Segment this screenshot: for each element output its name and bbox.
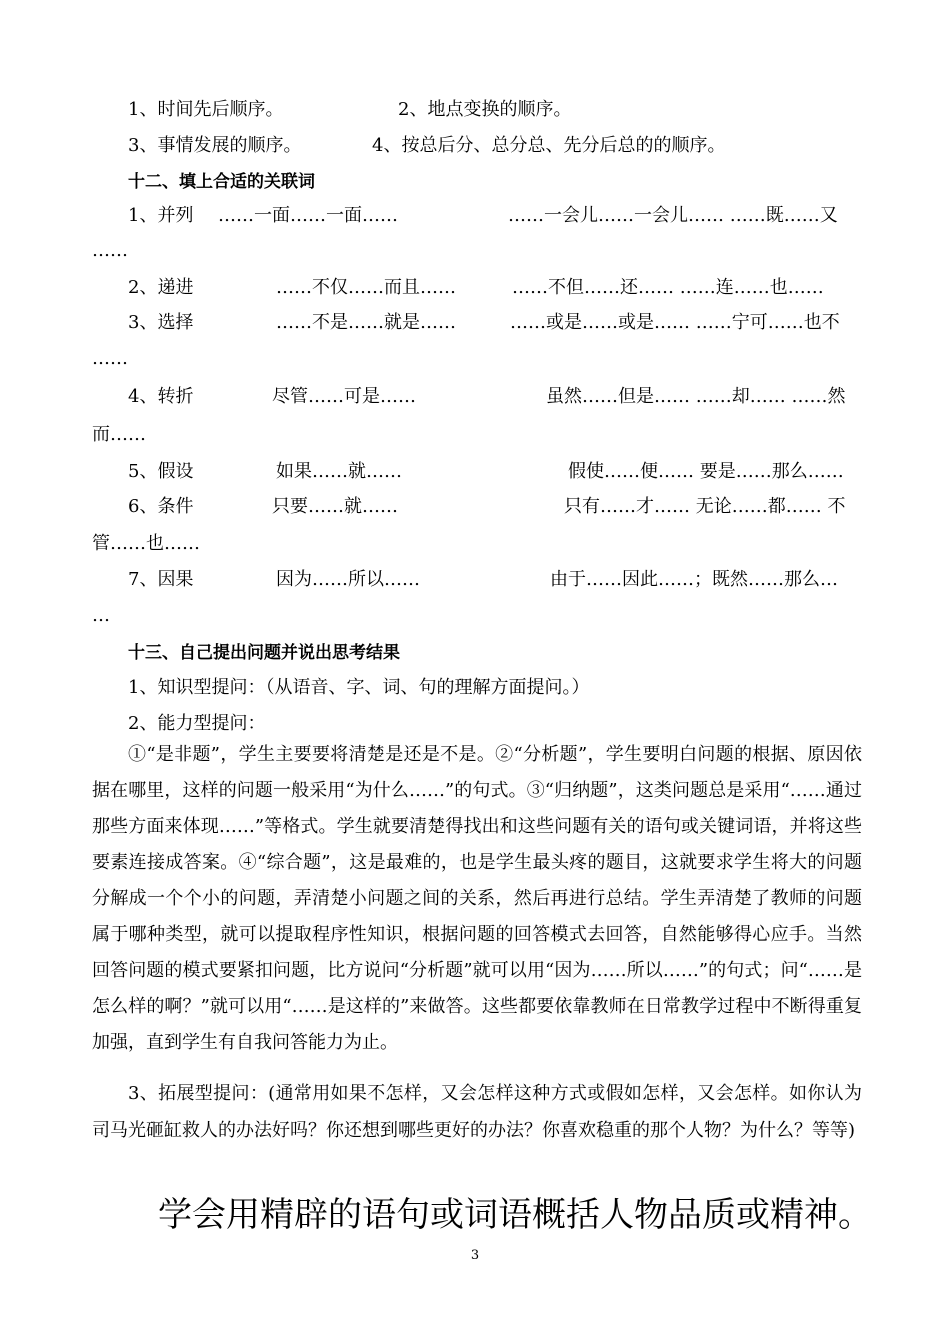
conj-cont-4: 而……	[92, 424, 146, 445]
ability-paragraph: ①“是非题”，学生主要要将清楚是还是不是。②“分析题”，学生要明白问题的根据、原因依据在哪里，这样的问题一般采用“为什么……”的句式。③“归纳题”，这类问题总是采用“……通过那些方面来体现……”等格式。学生就要清楚得找出和这些问题有关的语句或关键词语，并将这些要素连接成答案。④“综合题”，这是最难的，也是学生最头疼的题目，这就要求学生将大的问题分解成一个个小的问题，弄清楚小问题之间的关系，然后再进行总结。学生弄清楚了教师的问题属于哪种类型，就可以提取程序性知识，根据问题的回答模式去回答，自然能够得心应手。当然回答问题的模式要紧扣问题，比方说问“分析题”就可以用“因为……所以……”的句式；问“……是怎么样的啊？”就可以用“……是这样的”来做答。这些都要依靠教师在日常教学过程中不断得重复加强，直到学生有自我问答能力为止。	[92, 744, 862, 1053]
extension-paragraph: 3、拓展型提问：(通常用如果不怎样，又会怎样这种方式或假如怎样，又会怎样。如你认为司马光砸缸救人的办法好吗？你还想到哪些更好的办法？你喜欢稳重的那个人物？为什么？等等)	[92, 1083, 862, 1141]
conj-label-3: 3、选择	[128, 312, 194, 333]
conj-cont-6: 管……也……	[92, 533, 200, 554]
conj-label-4: 4、转折	[128, 386, 194, 407]
summary-heading: 学会用精辟的语句或词语概括人物品质或精神。	[158, 1195, 872, 1235]
conj-a-2: ……不仅……而且……	[276, 277, 456, 298]
order-item-1: 1、时间先后顺序。	[128, 99, 284, 120]
conj-a-4: 尽管……可是……	[272, 386, 416, 407]
conj-b-5: 假使……便…… 要是……那么……	[568, 461, 844, 482]
section-12-heading: 十二、填上合适的关联词	[128, 172, 315, 192]
conj-cont-3: ……	[92, 348, 128, 369]
question-type-ability: 2、能力型提问：	[128, 713, 266, 734]
conj-a-1: ……一面……一面……	[218, 205, 398, 226]
conj-b-6: 只有……才…… 无论……都…… 不	[564, 496, 846, 517]
conj-a-6: 只要……就……	[272, 496, 398, 517]
conj-label-5: 5、假设	[128, 461, 194, 482]
conj-cont-7: …	[92, 605, 110, 626]
conj-b-4: 虽然……但是…… ……却…… ……然	[546, 386, 846, 407]
order-item-3: 3、事情发展的顺序。	[128, 135, 302, 156]
conj-a-3: ……不是……就是……	[276, 312, 456, 333]
conj-a-7: 因为……所以……	[276, 569, 420, 590]
conj-b-2: ……不但……还…… ……连……也……	[512, 277, 824, 298]
conj-b-7: 由于……因此……；既然……那么…	[550, 569, 838, 590]
conj-label-6: 6、条件	[128, 496, 194, 517]
conj-label-1: 1、并列	[128, 205, 194, 226]
conj-cont-1: ……	[92, 240, 128, 261]
order-item-2: 2、地点变换的顺序。	[398, 99, 572, 120]
conj-label-7: 7、因果	[128, 569, 194, 590]
section-13-heading: 十三、自己提出问题并说出思考结果	[128, 643, 400, 663]
conj-b-3: ……或是……或是…… ……宁可……也不	[510, 312, 840, 333]
conj-a-5: 如果……就……	[276, 461, 402, 482]
question-type-knowledge: 1、知识型提问：（从语音、字、词、句的理解方面提问。）	[128, 677, 590, 698]
conj-b-1: ……一会儿……一会儿…… ……既……又	[508, 205, 838, 226]
conj-label-2: 2、递进	[128, 277, 194, 298]
order-item-4: 4、按总后分、总分总、先分后总的的顺序。	[372, 135, 726, 156]
page-number: 3	[470, 1248, 480, 1263]
